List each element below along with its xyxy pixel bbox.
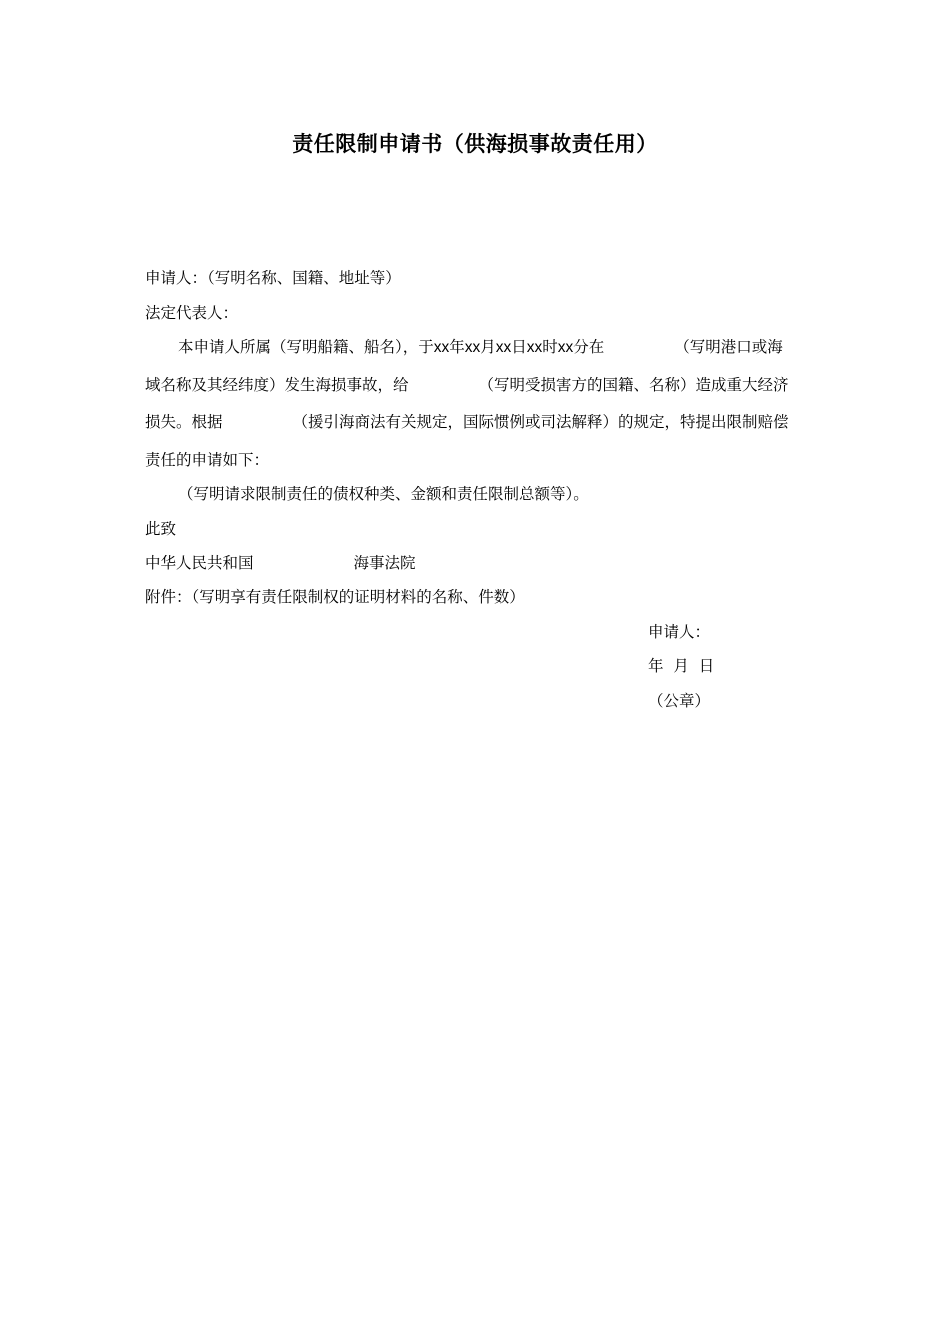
para1-datetime: xx年xx月xx日xx时xx分在: [433, 339, 605, 356]
signature-date: 年 月 日: [648, 657, 715, 675]
para2-text-a: 域名称及其经纬度）发生海损事故，给: [145, 376, 409, 394]
attachment-line: 附件：（写明享有责任限制权的证明材料的名称、件数）: [145, 588, 525, 606]
para3-text-a: 损失。根据: [145, 413, 223, 431]
court-suffix: 海事法院: [353, 554, 416, 572]
paragraph-line-1: [178, 337, 783, 358]
para3-text-b: （援引海商法有关规定，国际惯例或司法解释）的规定，特提出限制赔偿: [292, 413, 789, 431]
salutation: 此致: [145, 520, 177, 538]
applicant-line: 申请人：（写明名称、国籍、地址等）: [145, 269, 401, 287]
paragraph-line-4: 责任的申请如下：: [145, 451, 270, 469]
paragraph-line-3: [145, 412, 789, 432]
legal-representative-line: 法定代表人：: [145, 304, 239, 322]
court-prefix: 中华人民共和国: [145, 554, 254, 572]
signature-applicant: 申请人：: [648, 623, 711, 641]
para1-text-a: 本申请人所属（写明船籍、船名），于: [178, 338, 434, 356]
court-line: [145, 553, 416, 573]
para2-text-b: （写明受损害方的国籍、名称）造成重大经济: [478, 376, 789, 394]
document-title: 责任限制申请书（供海损事故责任用）: [292, 132, 658, 156]
signature-seal: （公章）: [648, 692, 711, 710]
paragraph-line-2: [145, 375, 789, 395]
request-line: （写明请求限制责任的债权种类、金额和责任限制总额等）。: [178, 485, 589, 503]
para1-text-b: （写明港口或海: [674, 338, 783, 356]
